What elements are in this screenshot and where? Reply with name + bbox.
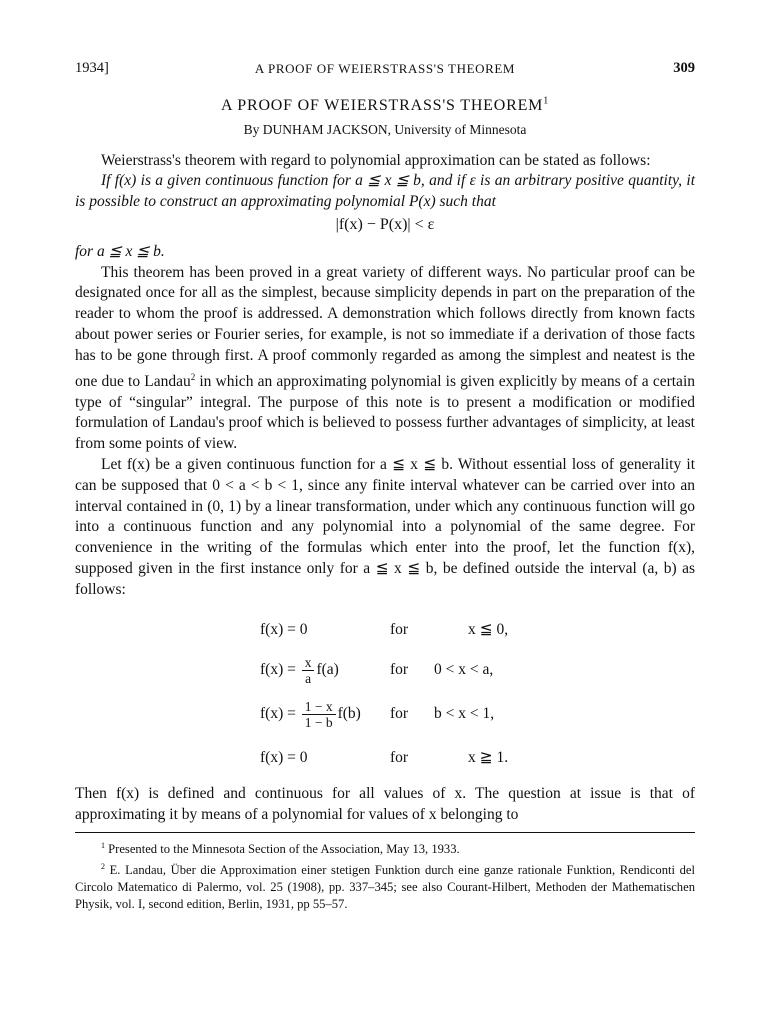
running-header	[75, 58, 695, 82]
equation-for: for	[390, 705, 409, 723]
equation-lhs: f(x) = 0	[260, 749, 308, 767]
footnote-divider	[75, 832, 695, 833]
intro-paragraph: Weierstrass's theorem with regard to polynomial approximation can be stated as follows:	[101, 151, 651, 169]
equation-row	[260, 610, 508, 650]
equation-row	[260, 650, 508, 690]
equation-range: x ≧ 1.	[468, 749, 509, 767]
equation-lhs: f(x) = 0	[260, 621, 308, 639]
paragraph-proofs: This theorem has been proved in a great variety of different ways. No particular proof can be designated once for all as the simplest, because simplicity depends in part on the preparation of the reader to whom the proof is addressed. A demonstration which follows directly from known facts about power series or Fourier series, for example, is not so immediate if a derivation of those facts has to be gone through first. A proof commonly regarded as among the simplest and neatest is the one due to Landau$^2$ in which an approximating polynomial is given explicitly by means of a certain type of “singular” integral. The purpose of this note is to present a modification or modified formulation of Landau's proof which is believed to possess further advantages of simplicity, at least from some points of view.	[75, 263, 695, 453]
fraction: $\frac{x}{a}$	[302, 655, 315, 686]
header-year: 1934]	[75, 60, 109, 76]
header-page-number: 309	[673, 60, 695, 76]
paragraph-setup: Let f(x) be a given continuous function for a ≦ x ≦ b. Without essential loss of generality it can be supposed that 0 < a < b < 1, since any finite interval whatever can be carried over into an interval contained in (0, 1) by a linear transformation, under which any continuous function will go into a continuous function and any polynomial into a polynomial of the same degree. For convenience in the writing of the formulas which enter into the proof, let the function f(x), supposed given in the first instance only for a ≦ x ≦ b, be defined outside the interval (a, b) as follows:	[75, 455, 695, 598]
equation-for: for	[390, 621, 409, 639]
equation-range: x ≦ 0,	[468, 621, 509, 639]
header-running-title: A PROOF OF WEIERSTRASS'S THEOREM	[254, 61, 516, 76]
article-title	[75, 96, 695, 117]
equation-lhs: f(x) = $\frac{1 - x}{1 - b}$ f(b)	[260, 698, 361, 730]
paper-page	[75, 58, 695, 913]
title-text: A PROOF OF WEIERSTRASS'S THEOREM	[221, 97, 544, 114]
equation-for: for	[390, 661, 409, 679]
equation-for: for	[390, 749, 409, 767]
byline: By DUNHAM JACKSON, University of Minnesota	[243, 121, 527, 137]
footnote-mark: 2	[101, 862, 105, 872]
equation-row	[260, 690, 508, 738]
footnote-2: $^2$ E. Landau, Über die Approximation einer stetigen Funktion durch eine ganze rationale Funktion, Rendiconti del Circolo Matematico di Palermo, vol. 25 (1908), pp. 337–345; see also Courant-Hilbert, Methoden der Mathematischen Physik, vol. I, second edition, Berlin, 1931, pp 55–57.	[75, 862, 695, 912]
paragraph-continuation: Then f(x) is defined and continuous for all values of x. The question at issue is that of approximating it by means of a polynomial for values of x belonging to	[75, 785, 695, 824]
equation-range: b < x < 1,	[434, 705, 495, 723]
footnote-1: $^1$ Presented to the Minnesota Section of the Association, May 13, 1933.	[101, 841, 460, 857]
theorem-statement: If f(x) is a given continuous function for a ≦ x ≦ b, and if ε is an arbitrary positive quantity, it is possible to construct an approximating polynomial P(x) such that	[75, 172, 695, 211]
title-footnote-mark[interactable]: 1	[543, 95, 549, 107]
theorem-tail: for a ≦ x ≦ b.	[75, 242, 165, 260]
piecewise-definition	[260, 610, 508, 778]
equation-lhs: f(x) = $\frac{x}{a}$ f(a)	[260, 654, 339, 686]
footnote-mark: 1	[101, 841, 105, 851]
equation-row	[260, 738, 508, 778]
footnotes	[75, 837, 695, 913]
footnote-ref-2[interactable]: 2	[190, 371, 196, 382]
equation-range: 0 < x < a,	[434, 661, 494, 679]
fraction: $\frac{1 - x}{1 - b}$	[302, 699, 336, 730]
display-inequality: |f(x) − P(x)| < ε	[335, 215, 435, 233]
